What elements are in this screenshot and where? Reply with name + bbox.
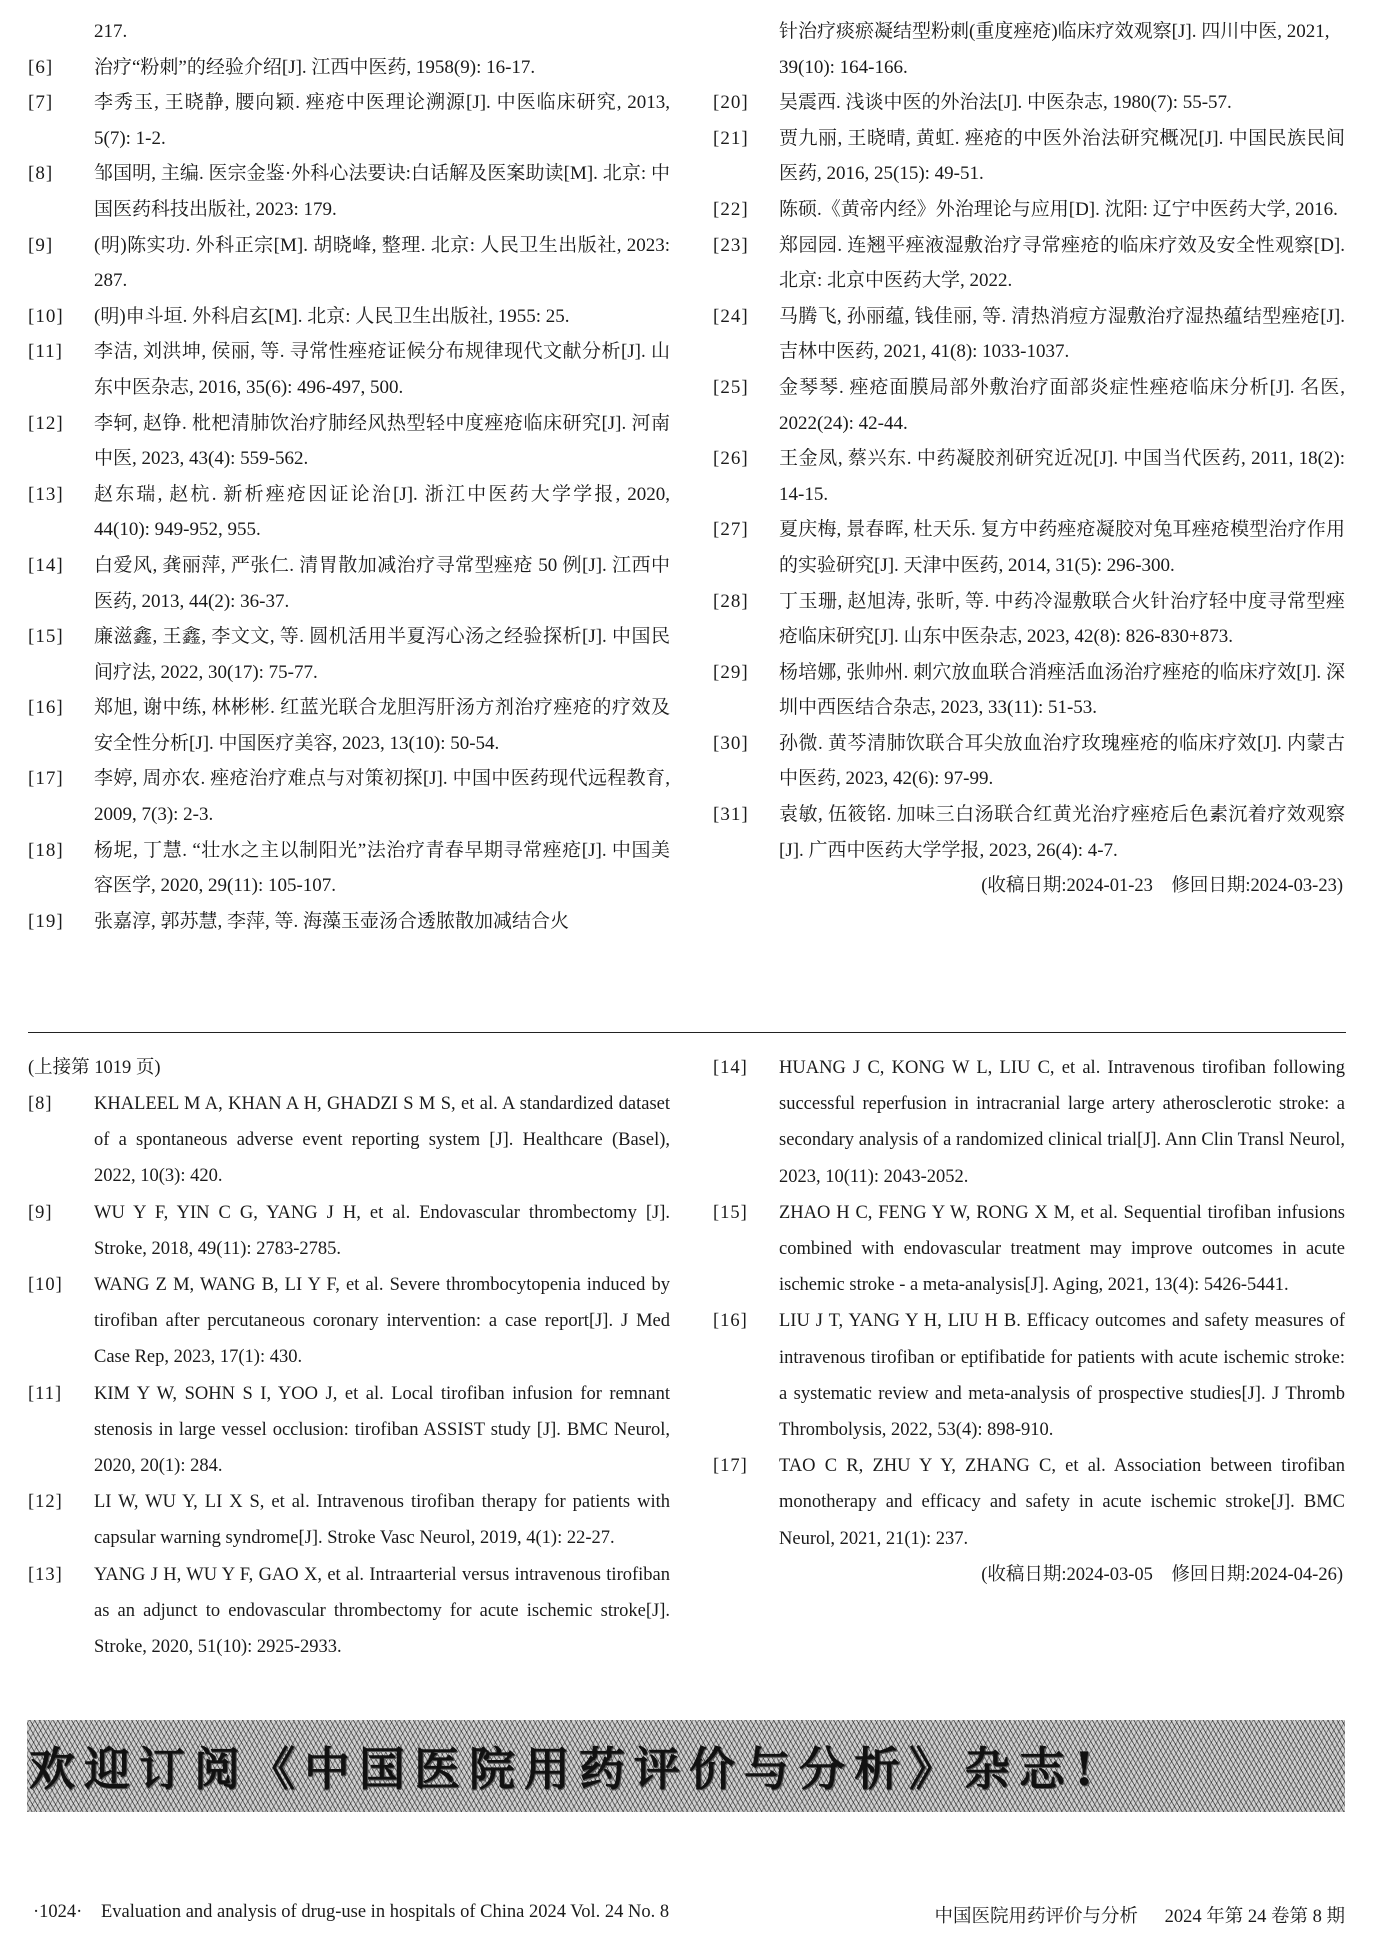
reference-number: [21] bbox=[713, 127, 749, 149]
reference-text: ZHAO H C, FENG Y W, RONG X M, et al. Sequential tirofiban infusions combined with endovascular treatment may improve outcomes in acute ischemic stroke - a meta-analysis[J]. Aging, 2021, 13(4): 5426-5441. bbox=[779, 1202, 1345, 1296]
reference-entry bbox=[713, 584, 1345, 655]
reference-text: 治疗“粉刺”的经验介绍[J]. 江西中医药, 1958(9): 16-17. bbox=[94, 56, 536, 78]
subscription-banner bbox=[27, 1720, 1345, 1812]
received-revised-dates: (收稿日期:2024-01-23 修回日期:2024-03-23) bbox=[981, 876, 1343, 897]
top-left-reference-column bbox=[28, 14, 670, 939]
reference-number: [22] bbox=[713, 198, 749, 220]
reference-text: HUANG J C, KONG W L, LIU C, et al. Intravenous tirofiban following successful reperfusion in intracranial large artery atherosclerotic stroke: a secondary analysis of a randomized clinical trial[J]. Ann Clin Transl Neurol, 2023, 10(11): 2043-2052. bbox=[779, 1058, 1345, 1187]
reference-number: [12] bbox=[28, 412, 64, 434]
reference-number: [15] bbox=[713, 1202, 748, 1223]
page-footer bbox=[0, 1900, 1375, 1932]
received-revised-dates: (收稿日期:2024-03-05 修回日期:2024-04-26) bbox=[981, 1564, 1343, 1585]
bottom-left-reference-column bbox=[28, 1050, 670, 1665]
reference-text: 杨坭, 丁慧. “壮水之主以制阳光”法治疗青春早期寻常痤疮[J]. 中国美容医学, 2020, 29(11): 105-107. bbox=[94, 839, 670, 897]
reference-entry bbox=[28, 833, 670, 904]
reference-number: [16] bbox=[713, 1311, 748, 1332]
reference-entry bbox=[28, 228, 670, 299]
reference-number: [30] bbox=[713, 732, 749, 754]
reference-entry bbox=[713, 655, 1345, 726]
reference-text: 杨培娜, 张帅州. 刺穴放血联合消痤活血汤治疗痤疮的临床疗效[J]. 深圳中西医结合杂志, 2023, 33(11): 51-53. bbox=[779, 661, 1345, 719]
reference-text: 丁玉珊, 赵旭涛, 张昕, 等. 中药冷湿敷联合火针治疗轻中度寻常型痤疮临床研究[J]. 山东中医杂志, 2023, 42(8): 826-830+873. bbox=[779, 590, 1345, 648]
reference-text: 贾九丽, 王晓晴, 黄虹. 痤疮的中医外治法研究概况[J]. 中国民族民间医药, 2016, 25(15): 49-51. bbox=[779, 127, 1345, 185]
reference-entry bbox=[713, 1448, 1345, 1557]
reference-number: [9] bbox=[28, 1202, 53, 1223]
reference-number: [25] bbox=[713, 376, 749, 398]
reference-text: WU Y F, YIN C G, YANG J H, et al. Endovascular thrombectomy [J]. Stroke, 2018, 49(11): 2783-2785. bbox=[94, 1202, 670, 1259]
reference-entry bbox=[713, 1195, 1345, 1304]
reference-entry bbox=[28, 1267, 670, 1376]
issue-info: 2024 年第 24 卷第 8 期 bbox=[1164, 1907, 1345, 1927]
reference-number: [19] bbox=[28, 910, 64, 932]
reference-number: [16] bbox=[28, 697, 64, 719]
reference-number: [7] bbox=[28, 92, 54, 114]
reference-text: 吴震西. 浅谈中医的外治法[J]. 中医杂志, 1980(7): 55-57. bbox=[779, 92, 1232, 114]
reference-text: 孙微. 黄芩清肺饮联合耳尖放血治疗玫瑰痤疮的临床疗效[J]. 内蒙古中医药, 2023, 42(6): 97-99. bbox=[779, 732, 1345, 790]
reference-text: KIM Y W, SOHN S I, YOO J, et al. Local tirofiban infusion for remnant stenosis in large vessel occlusion: tirofiban ASSIST study [J]. BMC Neurol, 2020, 20(1): 284. bbox=[94, 1383, 670, 1477]
reference-text: LI W, WU Y, LI X S, et al. Intravenous tirofiban therapy for patients with capsular warning syndrome[J]. Stroke Vasc Neurol, 2019, 4(1): 22-27. bbox=[94, 1492, 670, 1549]
reference-number: [28] bbox=[713, 590, 749, 612]
reference-entry bbox=[28, 619, 670, 690]
reference-text: 郑旭, 谢中练, 林彬彬. 红蓝光联合龙胆泻肝汤方剂治疗痤疮的疗效及安全性分析[J]. 中国医疗美容, 2023, 13(10): 50-54. bbox=[94, 697, 670, 754]
reference-number: [9] bbox=[28, 234, 54, 256]
reference-number: [6] bbox=[28, 56, 54, 78]
reference-list bbox=[28, 1086, 670, 1665]
reference-number: [8] bbox=[28, 163, 54, 185]
reference-entry bbox=[28, 1376, 670, 1485]
reference-entry bbox=[713, 121, 1345, 192]
reference-entry bbox=[713, 228, 1345, 299]
reference-number: [18] bbox=[28, 839, 64, 861]
reference-entry bbox=[28, 156, 670, 227]
reference-entry bbox=[28, 85, 670, 156]
reference-list bbox=[713, 1050, 1345, 1557]
reference-number: [13] bbox=[28, 1564, 63, 1585]
reference-continuation: 217. bbox=[94, 21, 128, 42]
reference-number: [20] bbox=[713, 92, 749, 114]
reference-number: [14] bbox=[713, 1058, 748, 1078]
reference-continuation: 针治疗痰瘀凝结型粉刺(重度痤疮)临床疗效观察[J]. 四川中医, 2021, 39(10): 164-166. bbox=[779, 21, 1330, 78]
reference-number: [31] bbox=[713, 804, 749, 826]
reference-text: 陈硕.《黄帝内经》外治理论与应用[D]. 沈阳: 辽宁中医药大学, 2016. bbox=[779, 198, 1338, 220]
reference-entry bbox=[28, 690, 670, 761]
reference-text: 李婷, 周亦农. 痤疮治疗难点与对策初探[J]. 中国中医药现代远程教育, 2009, 7(3): 2-3. bbox=[94, 768, 670, 826]
reference-text: 金琴琴. 痤疮面膜局部外敷治疗面部炎症性痤疮临床分析[J]. 名医, 2022(24): 42-44. bbox=[779, 376, 1345, 434]
journal-chinese-title: 中国医院用药评价与分析 bbox=[934, 1907, 1138, 1927]
journal-english-title: Evaluation and analysis of drug-use in hospitals of China 2024 Vol. 24 No. 8 bbox=[100, 1902, 670, 1922]
reference-text: 邹国明, 主编. 医宗金鉴·外科心法要诀:白话解及医案助读[M]. 北京: 中国医药科技出版社, 2023: 179. bbox=[94, 163, 670, 220]
reference-text: 白爱风, 龚丽萍, 严张仁. 清胃散加减治疗寻常型痤疮 50 例[J]. 江西中医药, 2013, 44(2): 36-37. bbox=[94, 554, 670, 612]
reference-text: 夏庆梅, 景春晖, 杜天乐. 复方中药痤疮凝胶对兔耳痤疮模型治疗作用的实验研究[J]. 天津中医药, 2014, 31(5): 296-300. bbox=[779, 519, 1345, 576]
reference-entry bbox=[28, 477, 670, 548]
reference-entry bbox=[28, 904, 670, 940]
reference-text: 李洁, 刘洪坤, 侯丽, 等. 寻常性痤疮证候分布规律现代文献分析[J]. 山东中医杂志, 2016, 35(6): 496-497, 500. bbox=[94, 341, 670, 398]
reference-text: 王金凤, 蔡兴东. 中药凝胶剂研究近况[J]. 中国当代医药, 2011, 18(2): 14-15. bbox=[779, 448, 1345, 505]
reference-list bbox=[713, 85, 1345, 868]
bottom-right-reference-column bbox=[713, 1050, 1345, 1593]
reference-text: 张嘉淳, 郭苏慧, 李萍, 等. 海藻玉壶汤合透脓散加减结合火 bbox=[94, 910, 570, 932]
banner-text: 欢迎订阅《中国医院用药评价与分析》杂志! bbox=[29, 1742, 1104, 1796]
footer-right bbox=[934, 1902, 1345, 1928]
reference-number: [26] bbox=[713, 448, 749, 470]
reference-entry bbox=[28, 50, 670, 86]
reference-entry bbox=[28, 1484, 670, 1556]
reference-text: TAO C R, ZHU Y Y, ZHANG C, et al. Association between tirofiban monotherapy and efficacy and safety in acute ischemic stroke[J]. BMC Neurol, 2021, 21(1): 237. bbox=[779, 1456, 1345, 1549]
reference-entry bbox=[713, 85, 1345, 121]
footer-left bbox=[33, 1902, 669, 1923]
reference-entry bbox=[28, 761, 670, 832]
reference-number: [24] bbox=[713, 305, 749, 327]
reference-text: 袁敏, 伍筱铭. 加味三白汤联合红黄光治疗痤疮后色素沉着疗效观察[J]. 广西中医药大学学报, 2023, 26(4): 4-7. bbox=[779, 804, 1345, 861]
reference-entry bbox=[713, 299, 1345, 370]
reference-entry bbox=[713, 1050, 1345, 1195]
reference-entry bbox=[28, 334, 670, 405]
reference-text: 李轲, 赵铮. 枇杷清肺饮治疗肺经风热型轻中度痤疮临床研究[J]. 河南中医, 2023, 43(4): 559-562. bbox=[94, 412, 670, 470]
reference-number: [11] bbox=[28, 1383, 63, 1404]
reference-entry bbox=[713, 441, 1345, 512]
reference-entry bbox=[28, 406, 670, 477]
reference-text: LIU J T, YANG Y H, LIU H B. Efficacy outcomes and safety measures of intravenous tirofiban or eptifibatide for patients with acute ischemic stroke: a systematic review and meta-analysis of prospective studies[J]. J Thromb Thrombolysis, 2022, 53(4): 898-910. bbox=[779, 1311, 1345, 1441]
reference-entry bbox=[713, 1303, 1345, 1448]
reference-number: [17] bbox=[713, 1456, 748, 1477]
reference-entry bbox=[28, 1195, 670, 1267]
reference-text: (明)陈实功. 外科正宗[M]. 胡晓峰, 整理. 北京: 人民卫生出版社, 2023: 287. bbox=[94, 234, 670, 292]
page-number: ·1024· bbox=[33, 1902, 83, 1922]
reference-number: [13] bbox=[28, 483, 64, 505]
top-right-reference-column bbox=[713, 14, 1345, 904]
reference-number: [10] bbox=[28, 305, 64, 327]
reference-entry bbox=[28, 1557, 670, 1666]
section-divider bbox=[28, 1032, 1346, 1033]
reference-entry bbox=[28, 1086, 670, 1195]
reference-number: [29] bbox=[713, 661, 749, 683]
reference-number: [23] bbox=[713, 234, 749, 256]
reference-entry bbox=[713, 797, 1345, 868]
reference-number: [15] bbox=[28, 626, 64, 648]
reference-text: 廉滋鑫, 王鑫, 李文文, 等. 圆机活用半夏泻心汤之经验探析[J]. 中国民间疗法, 2022, 30(17): 75-77. bbox=[94, 626, 670, 683]
reference-text: (明)申斗垣. 外科启玄[M]. 北京: 人民卫生出版社, 1955: 25. bbox=[94, 305, 570, 327]
reference-text: 马腾飞, 孙丽蕴, 钱佳丽, 等. 清热消痘方湿敷治疗湿热蕴结型痤疮[J]. 吉林中医药, 2021, 41(8): 1033-1037. bbox=[779, 305, 1345, 363]
reference-entry bbox=[713, 512, 1345, 583]
reference-text: YANG J H, WU Y F, GAO X, et al. Intraarterial versus intravenous tirofiban as an adjunct to endovascular thrombectomy for acute ischemic stroke[J]. Stroke, 2020, 51(10): 2925-2933. bbox=[94, 1564, 670, 1658]
reference-number: [17] bbox=[28, 768, 64, 790]
reference-text: KHALEEL M A, KHAN A H, GHADZI S M S, et al. A standardized dataset of a spontaneous adverse event reporting system [J]. Healthcare (Basel), 2022, 10(3): 420. bbox=[94, 1094, 670, 1187]
reference-number: [11] bbox=[28, 341, 63, 363]
reference-text: 李秀玉, 王晓静, 腰向颖. 痤疮中医理论溯源[J]. 中医临床研究, 2013, 5(7): 1-2. bbox=[94, 92, 670, 149]
reference-entry bbox=[713, 370, 1345, 441]
reference-text: WANG Z M, WANG B, LI Y F, et al. Severe thrombocytopenia induced by tirofiban after percutaneous coronary intervention: a case report[J]. J Med Case Rep, 2023, 17(1): 430. bbox=[94, 1275, 670, 1368]
continued-from-note: (上接第 1019 页) bbox=[28, 1058, 161, 1078]
reference-list bbox=[28, 50, 670, 940]
reference-entry bbox=[28, 299, 670, 335]
reference-number: [12] bbox=[28, 1492, 63, 1513]
reference-entry bbox=[713, 192, 1345, 228]
reference-number: [14] bbox=[28, 554, 64, 576]
reference-number: [8] bbox=[28, 1094, 53, 1114]
reference-number: [27] bbox=[713, 519, 749, 541]
reference-text: 赵东瑞, 赵杭. 新析痤疮因证论治[J]. 浙江中医药大学学报, 2020, 44(10): 949-952, 955. bbox=[94, 483, 670, 541]
reference-entry bbox=[28, 548, 670, 619]
reference-text: 郑园园. 连翘平痤液湿敷治疗寻常痤疮的临床疗效及安全性观察[D]. 北京: 北京中医药大学, 2022. bbox=[779, 234, 1345, 292]
reference-entry bbox=[713, 726, 1345, 797]
reference-number: [10] bbox=[28, 1275, 63, 1296]
